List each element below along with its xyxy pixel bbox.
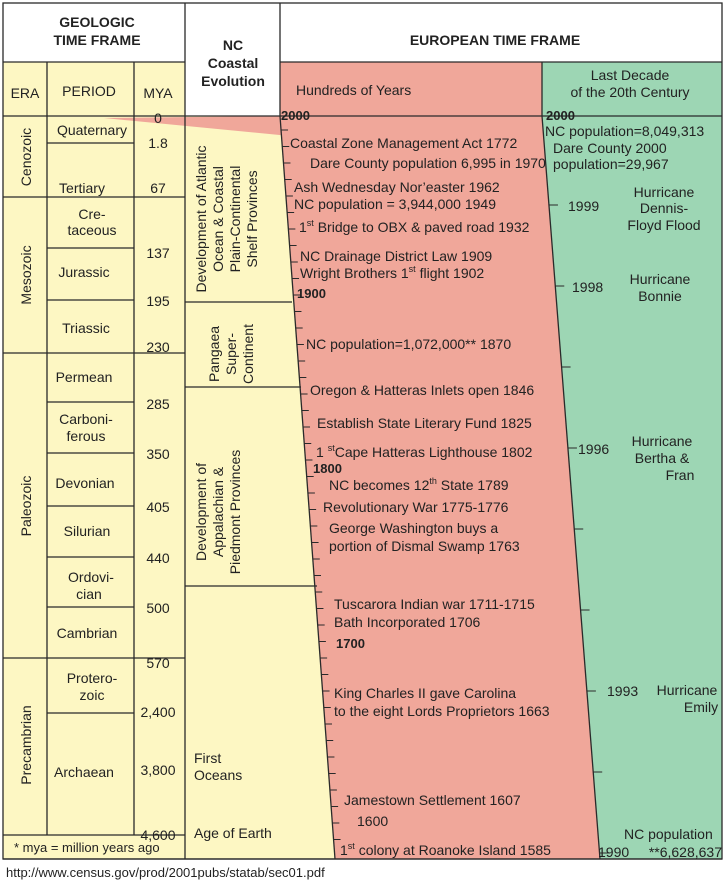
coastal-appalachian-1: Development of [193, 462, 209, 562]
mya-value: 285 [146, 396, 170, 412]
period-proterozoic-2: zoic [79, 687, 105, 703]
decade-bertha-3: Fran [665, 467, 695, 483]
mya-value: 137 [146, 245, 170, 261]
decade-dennis-2: Dennis- [639, 200, 689, 216]
event-first-bridge: 1st Bridge to OBX & paved road 1932 [299, 218, 530, 235]
geologic-title-line1: GEOLOGIC [59, 14, 135, 30]
event-jamestown: Jamestown Settlement 1607 [344, 792, 521, 808]
decade-1998: 1998 [572, 279, 604, 295]
hundreds-header: Hundreds of Years [296, 82, 412, 98]
mya-value: 405 [146, 499, 170, 515]
geologic-title-line2: TIME FRAME [53, 32, 141, 48]
era-header: ERA [10, 85, 40, 101]
period-ordovician-1: Ordovi- [68, 569, 114, 585]
decade-header-line2: of the 20th Century [570, 84, 690, 100]
event-coastal-zone-act: Coastal Zone Management Act 1772 [290, 135, 518, 151]
event-drainage-law: NC Drainage District Law 1909 [300, 248, 493, 264]
mya-value: 500 [146, 600, 170, 616]
source-url[interactable]: http://www.census.gov/prod/2001pubs/statab/sec01.pdf [6, 865, 325, 880]
year-1900: 1900 [297, 286, 326, 301]
coastal-appalachian-2: Appalachian & [210, 466, 226, 558]
coastal-first-oceans-1: First [194, 750, 222, 766]
year-2000-right: 2000 [546, 108, 575, 123]
decade-pop-1990-value: **6,628,637 [648, 844, 722, 860]
decade-1999: 1999 [568, 198, 600, 214]
coastal-atlantic-2: Ocean & Coastal [210, 166, 226, 272]
decade-bertha-1: Hurricane [631, 433, 693, 449]
event-king-charles-1: King Charles II gave Carolina [334, 685, 517, 701]
period-carboniferous-2: ferous [66, 428, 106, 444]
mya-value: 440 [146, 550, 170, 566]
decade-pop-2000-1: NC population=8,049,313 [545, 123, 705, 139]
event-wright-brothers: Wright Brothers 1st flight 1902 [300, 264, 485, 281]
event-cape-hatteras-lighthouse: 1 $^{st}$Cape Hatteras Lighthouse 1802 [316, 443, 533, 460]
period-devonian: Devonian [55, 475, 115, 491]
coastal-pangaea-2: Super- [223, 332, 239, 376]
period-jurassic: Jurassic [58, 264, 110, 280]
event-dismal-swamp-1: George Washington buys a [329, 520, 499, 536]
year-1600: 1600 [357, 813, 389, 829]
mya-value: 4,600 [140, 827, 176, 843]
decade-pop-2000-3: population=29,967 [553, 156, 669, 172]
mya-value: 2,400 [140, 704, 176, 720]
event-nc-population-1949: NC population = 3,944,000 1949 [294, 196, 496, 212]
mya-value: 67 [150, 180, 166, 196]
year-1700: 1700 [336, 636, 365, 651]
decade-pop-1990-1: NC population [624, 826, 713, 842]
coastal-pangaea-1: Pangaea [206, 325, 222, 383]
year-1800: 1800 [313, 461, 342, 476]
period-ordovician-2: cian [76, 586, 102, 602]
period-quaternary: Quaternary [56, 122, 128, 138]
event-dare-county-1970: Dare County population 6,995 in 1970 [310, 155, 546, 171]
period-proterozoic-1: Protero- [66, 670, 118, 686]
period-permean: Permean [55, 369, 113, 385]
period-header: PERIOD [62, 83, 116, 99]
event-ash-wednesday: Ash Wednesday Nor’easter 1962 [294, 179, 500, 195]
period-carboniferous-1: Carboni- [59, 411, 113, 427]
decade-1996: 1996 [578, 441, 610, 457]
footnote: * mya = million years ago [14, 840, 160, 855]
event-12th-state: NC becomes 12th State 1789 [329, 476, 509, 493]
mya-value: 0 [154, 110, 162, 126]
era-precambrian: Precambrian [18, 705, 34, 785]
mya-value: 1.8 [148, 135, 168, 151]
mya-value: 570 [146, 655, 170, 671]
decade-bertha-2: Bertha & [634, 450, 690, 466]
coastal-age-of-earth: Age of Earth [194, 825, 272, 841]
decade-bonnie-2: Bonnie [638, 288, 682, 304]
mya-value: 195 [146, 293, 170, 309]
era-mesozoic: Mesozoic [18, 245, 34, 305]
decade-emily-2: Emily [683, 699, 719, 715]
coastal-appalachian-3: Piedmont Provinces [227, 449, 243, 575]
nc-title-line3: Evolution [201, 73, 265, 89]
decade-dennis-1: Hurricane [633, 184, 695, 200]
event-king-charles-2: to the eight Lords Proprietors 1663 [334, 703, 550, 719]
decade-emily-1: Hurricane [656, 682, 718, 698]
mya-header: MYA [143, 85, 173, 101]
event-inlets-open: Oregon & Hatteras Inlets open 1846 [310, 382, 535, 398]
coastal-atlantic-1: Development of Atlantic [193, 145, 209, 293]
event-roanoke-colony: 1st colony at Roanoke Island 1585 [340, 841, 551, 858]
coastal-pangaea-3: Continent [240, 324, 256, 384]
period-cretaceous-1: Cre- [78, 206, 106, 222]
coastal-atlantic-4: Shelf Provinces [244, 170, 260, 268]
decade-bonnie-1: Hurricane [629, 271, 691, 287]
year-2000-left: 2000 [281, 108, 310, 123]
period-archaean: Archaean [54, 764, 114, 780]
coastal-atlantic-3: Plain-Continental [227, 165, 243, 273]
event-revolutionary-war: Revolutionary War 1775-1776 [323, 499, 509, 515]
coastal-first-oceans-2: Oceans [194, 767, 243, 783]
european-title: EUROPEAN TIME FRAME [409, 32, 581, 48]
era-cenozoic: Cenozoic [18, 127, 34, 187]
nc-title-line1: NC [222, 37, 244, 53]
event-dismal-swamp-2: portion of Dismal Swamp 1763 [329, 538, 520, 554]
period-triassic: Triassic [62, 320, 110, 336]
mya-value: 350 [146, 446, 170, 462]
nc-title-line2: Coastal [207, 55, 259, 71]
event-tuscarora-war: Tuscarora Indian war 1711-1715 [334, 596, 535, 612]
decade-header-line1: Last Decade [590, 67, 670, 83]
mya-value: 230 [146, 339, 170, 355]
decade-pop-1990-year: 1990 [598, 844, 630, 860]
mya-value: 3,800 [140, 762, 176, 778]
decade-dennis-3: Floyd Flood [627, 217, 701, 233]
period-silurian: Silurian [63, 523, 111, 539]
period-cambrian: Cambrian [56, 625, 118, 641]
era-paleozoic: Paleozoic [18, 475, 34, 537]
decade-1993: 1993 [607, 683, 639, 699]
event-literary-fund: Establish State Literary Fund 1825 [317, 415, 532, 431]
period-cretaceous-2: taceous [67, 222, 117, 238]
period-tertiary: Tertiary [59, 180, 105, 196]
decade-pop-2000-2: Dare County 2000 [553, 140, 667, 156]
event-bath-incorporated: Bath Incorporated 1706 [334, 614, 481, 630]
event-nc-population-1870: NC population=1,072,000** 1870 [306, 336, 512, 352]
